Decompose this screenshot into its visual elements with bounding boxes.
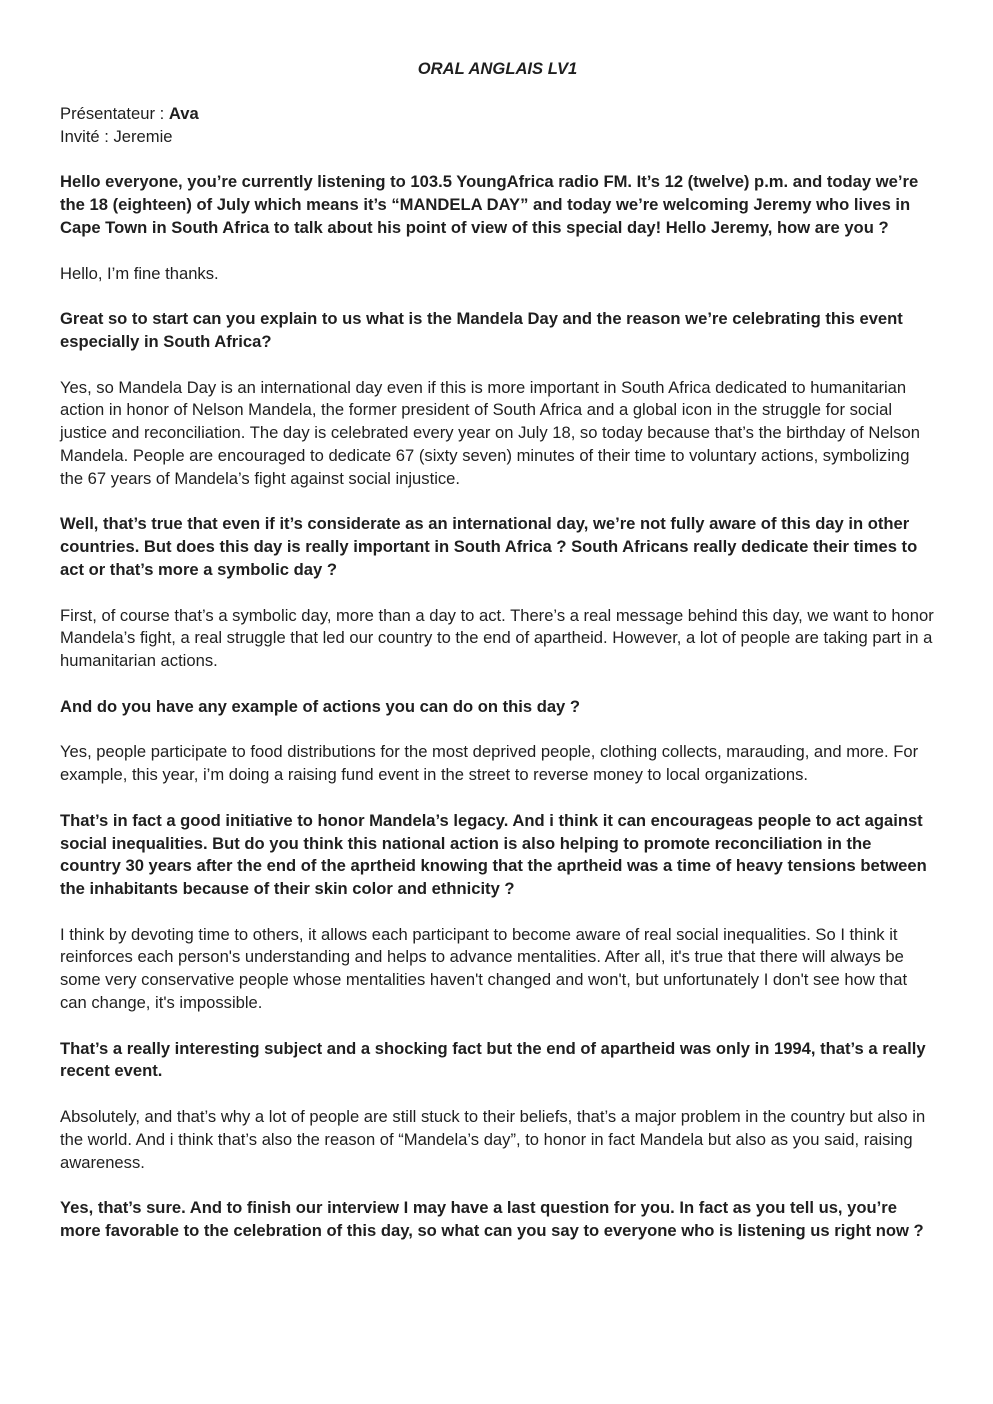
answer-4: Yes, people participate to food distributions for the most deprived people, clothing collects, marauding, and more. For example, this year, i’m doing a raising fund event in the street to reverse money to local organizations.: [60, 742, 919, 785]
question-1: Hello everyone, you’re currently listening to 103.5 YoungAfrica radio FM. It’s 12 (twelve) p.m. and today we’re the 18 (eighteen) of July which means it’s “MANDELA DAY” and today we’re welcoming Jeremy who lives in Cape Town in South Africa to talk about his point of view of this special day! Hello Jeremy, how are you ?: [60, 172, 919, 237]
guest-line: [60, 126, 935, 149]
question-7: Yes, that’s sure. And to finish our interview I may have a last question for you. In fact as you tell us, you’re more favorable to the celebration of this day, so what can you say to everyone who is listening us right now ?: [60, 1198, 924, 1241]
document-page: [60, 58, 935, 1266]
question-6: That’s a really interesting subject and a shocking fact but the end of apartheid was only in 1994, that’s a really recent event.: [60, 1038, 926, 1081]
answer-2: Yes, so Mandela Day is an international day even if this is more important in South Africa dedicated to humanitarian action in honor of Nelson Mandela, the former president of South Africa and a global icon in the struggle for social justice and reconciliation. The day is celebrated every year on July 18, so today because that’s the birthday of Nelson Mandela. People are encouraged to dedicate 67 (sixty seven) minutes of their time to voluntary actions, symbolizing the 67 years of Mandela’s fight against social injustice.: [60, 377, 920, 488]
question-2: Great so to start can you explain to us what is the Mandela Day and the reason we’re celebrating this event especially in South Africa?: [60, 309, 903, 351]
presenter-line: [60, 103, 935, 126]
answer-1: Hello, I’m fine thanks.: [60, 263, 219, 283]
answer-3: First, of course that’s a symbolic day, more than a day to act. There’s a real message behind this day, we want to honor Mandela’s fight, a real struggle that led our country to the end of apartheid. However, a lot of people are taking part in a humanitarian actions.: [60, 605, 934, 671]
question-5: That’s in fact a good initiative to honor Mandela’s legacy. And i think it can encourageas people to act against social inequalities. But do you think this national action is also helping to promote reconciliation in the country 30 years after the end of the aprtheid knowing that the aprtheid was a time of heavy tensions between the inhabitants because of their skin color and ethnicity ?: [60, 810, 927, 899]
guest-name: Jeremie: [113, 126, 173, 146]
answer-5: I think by devoting time to others, it allows each participant to become aware of real social inequalities. So I think it reinforces each person's understanding and helps to advance mentalities. After all, it's true that there will always be some very conservative people whose mentalities haven't changed and won't, but unfortunately I don't see how that can change, it's impossible.: [60, 924, 908, 1013]
presenter-label: Présentateur :: [60, 103, 169, 123]
participants: [60, 103, 935, 149]
presenter-name: Ava: [168, 103, 199, 123]
document-title: ORAL ANGLAIS LV1: [417, 59, 578, 78]
guest-label: Invité :: [60, 126, 114, 146]
question-3: Well, that’s true that even if it’s considerate as an international day, we’re not fully aware of this day in other countries. But does this day is really important in South Africa ? South Africans really dedicate their times to act or that’s more a symbolic day ?: [60, 514, 918, 579]
question-4: And do you have any example of actions you can do on this day ?: [60, 696, 581, 716]
answer-6: Absolutely, and that’s why a lot of people are still stuck to their beliefs, that’s a major problem in the country but also in the world. And i think that’s also the reason of “Mandela’s day”, to honor in fact Mandela but also as you said, raising awareness.: [60, 1107, 926, 1172]
